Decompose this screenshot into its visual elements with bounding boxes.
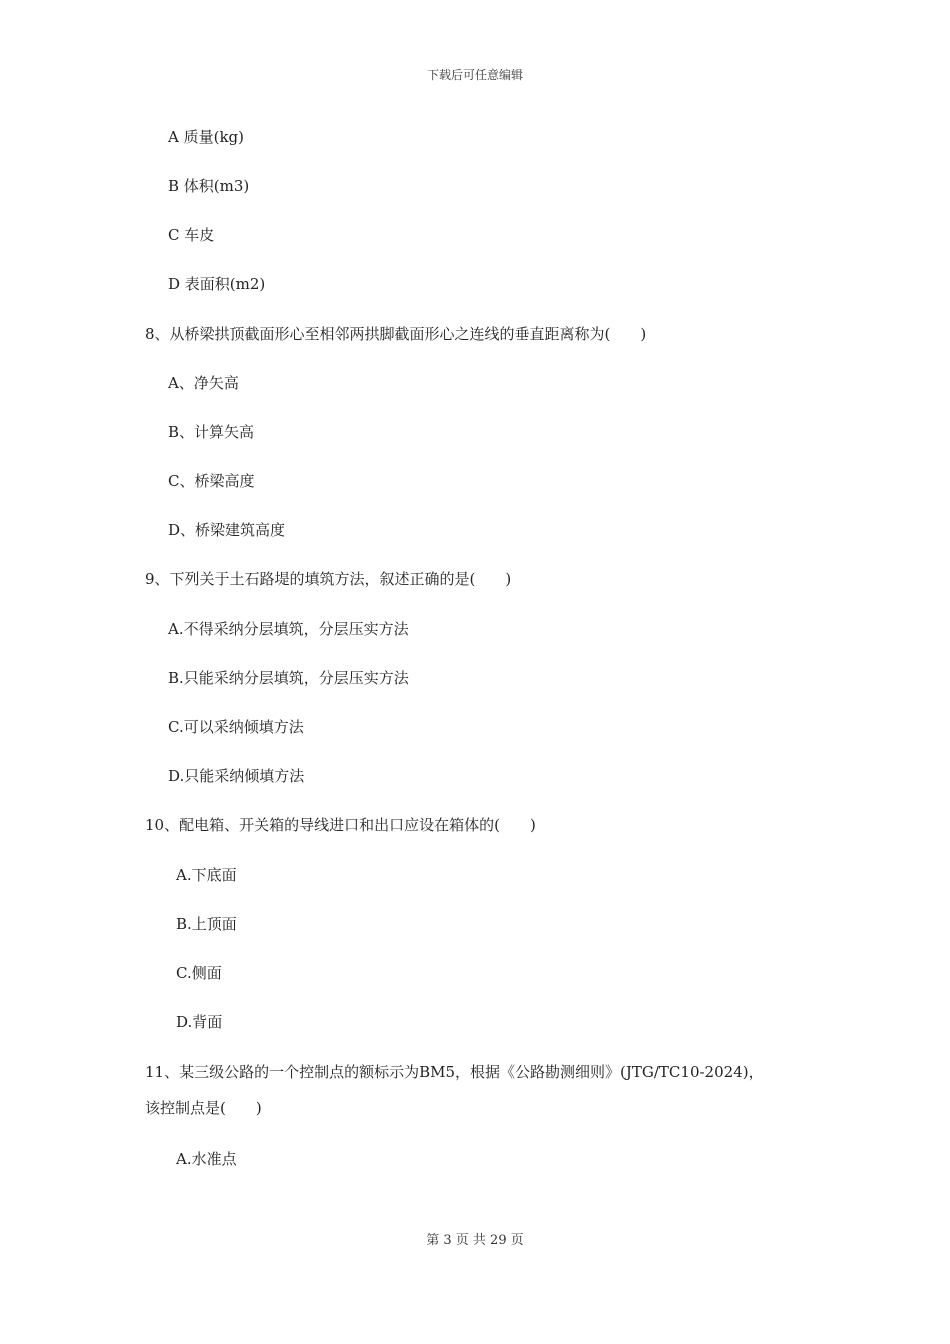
q9-option-a: A.不得采纳分层填筑，分层压实方法 bbox=[168, 620, 409, 638]
q7-option-b: B 体积(m3) bbox=[168, 177, 250, 195]
q8-option-b: B、计算矢高 bbox=[168, 423, 255, 441]
q9-question: 9、下列关于土石路堤的填筑方法，叙述正确的是( ) bbox=[145, 570, 512, 588]
q9-option-d: D.只能采纳倾填方法 bbox=[168, 767, 305, 785]
q10-option-b: B.上顶面 bbox=[176, 915, 237, 933]
q9-option-c: C.可以采纳倾填方法 bbox=[168, 718, 304, 736]
q10-option-d: D.背面 bbox=[176, 1013, 223, 1031]
q7-option-d: D 表面积(m2) bbox=[168, 275, 266, 293]
q10-question: 10、配电箱、开关箱的导线进口和出口应设在箱体的( ) bbox=[145, 816, 536, 834]
q8-option-a: A、净矢高 bbox=[168, 374, 239, 392]
q8-option-d: D、桥梁建筑高度 bbox=[168, 521, 286, 539]
q8-question: 8、从桥梁拱顶截面形心至相邻两拱脚截面形心之连线的垂直距离称为( ) bbox=[145, 325, 647, 343]
q7-option-c: C 车皮 bbox=[168, 226, 215, 244]
q11-question-line2: 该控制点是( ) bbox=[145, 1099, 262, 1117]
q11-option-a: A.水准点 bbox=[176, 1150, 237, 1168]
q7-option-a: A 质量(kg) bbox=[168, 128, 244, 146]
page-footer: 第 3 页 共 29 页 bbox=[426, 1233, 524, 1248]
q8-option-c: C、桥梁高度 bbox=[168, 472, 255, 490]
q11-question-line1: 11、某三级公路的一个控制点的额标示为BM5，根据《公路勘测细则》(JTG/TC10-2024)， bbox=[145, 1063, 764, 1081]
page-header: 下载后可任意编辑 bbox=[426, 68, 523, 82]
q10-option-a: A.下底面 bbox=[176, 866, 237, 884]
q10-option-c: C.侧面 bbox=[176, 964, 222, 982]
q9-option-b: B.只能采纳分层填筑，分层压实方法 bbox=[168, 669, 409, 687]
